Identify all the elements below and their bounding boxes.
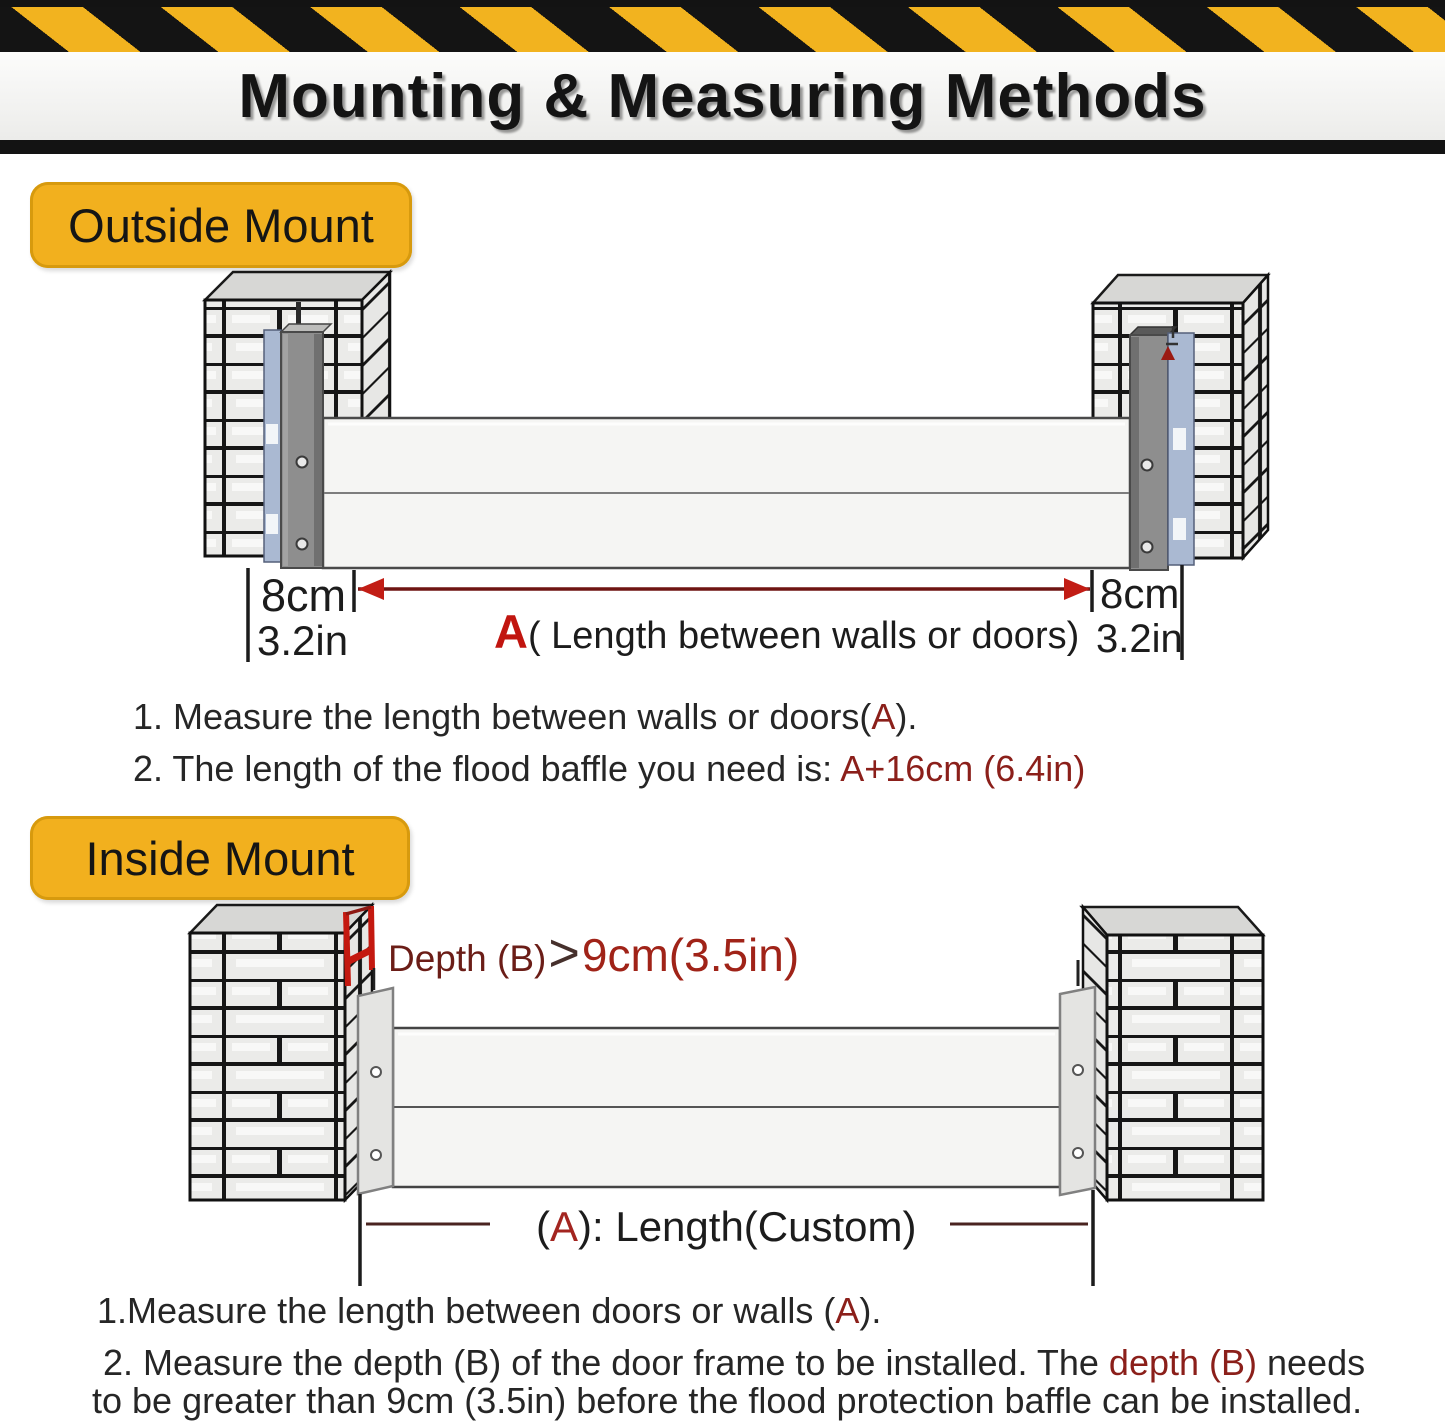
inside-length-label-a: A <box>550 1203 579 1250</box>
outside-span-label-text: ( Length between walls or doors) <box>527 615 1080 657</box>
page-title: Mounting & Measuring Methods <box>238 61 1207 131</box>
outside-step-1 <box>133 696 917 738</box>
inside-step-2-end: needs <box>1257 1342 1366 1383</box>
depth-annotation <box>388 922 799 984</box>
depth-annotation-value: 9cm(3.5in) <box>581 929 800 981</box>
inside-step-2-highlight: depth (B) <box>1108 1342 1257 1383</box>
inside-mount-label-text: Inside Mount <box>85 831 355 885</box>
inside-length-label <box>536 1203 916 1251</box>
inside-right-pillar <box>1082 907 1263 1200</box>
inside-length-label-open: ( <box>536 1203 550 1250</box>
outside-right-offset-cm: 8cm <box>1100 570 1180 617</box>
outside-step-1-text: 1. Measure the length between walls or doors( <box>133 696 872 737</box>
outside-left-channel <box>264 302 331 568</box>
inside-step-2-line-2: to be greater than 9cm (3.5in) before the flood protection baffle can be installed. <box>92 1380 1363 1421</box>
outside-mount-label <box>30 182 412 268</box>
inside-left-channel <box>358 988 393 1194</box>
inside-mount-label <box>30 816 410 900</box>
outside-left-offset-in: 3.2in <box>257 617 349 664</box>
outside-left-offset-cm: 8cm <box>261 570 347 621</box>
depth-annotation-label: Depth (B) <box>388 938 547 979</box>
inside-step-1 <box>97 1290 881 1332</box>
outside-step-2 <box>133 748 1085 790</box>
inside-step-1-highlight: A <box>835 1290 860 1331</box>
inside-step-2-text: 2. Measure the depth (B) of the door frame to be installed. The <box>103 1342 1109 1383</box>
outside-span-label <box>494 604 1079 659</box>
outside-step-1-end: ). <box>895 696 918 737</box>
outside-step-2-text: 2. The length of the flood baffle you need is: <box>133 748 841 789</box>
greater-than-sign: > <box>548 923 580 983</box>
right-arrowhead-icon <box>1064 578 1090 600</box>
inside-step-1-end: ). <box>859 1290 882 1331</box>
outside-flood-baffle-panel <box>323 418 1130 568</box>
outside-right-channel <box>1130 326 1194 570</box>
inside-flood-baffle-panel <box>393 1028 1060 1187</box>
inside-step-2-line-1 <box>103 1342 1365 1384</box>
inside-step-1-text: 1.Measure the length between doors or walls ( <box>97 1290 836 1331</box>
outside-span-label-a: A <box>494 605 528 658</box>
outside-mount-label-text: Outside Mount <box>68 198 374 252</box>
outside-step-2-highlight: A+16cm (6.4in) <box>840 748 1086 789</box>
left-arrowhead-icon <box>358 578 384 600</box>
inside-right-channel <box>1060 960 1095 1195</box>
inside-length-label-text: ): Length(Custom) <box>578 1203 917 1250</box>
outside-right-offset-in: 3.2in <box>1096 617 1183 661</box>
outside-step-1-highlight: A <box>871 696 896 737</box>
